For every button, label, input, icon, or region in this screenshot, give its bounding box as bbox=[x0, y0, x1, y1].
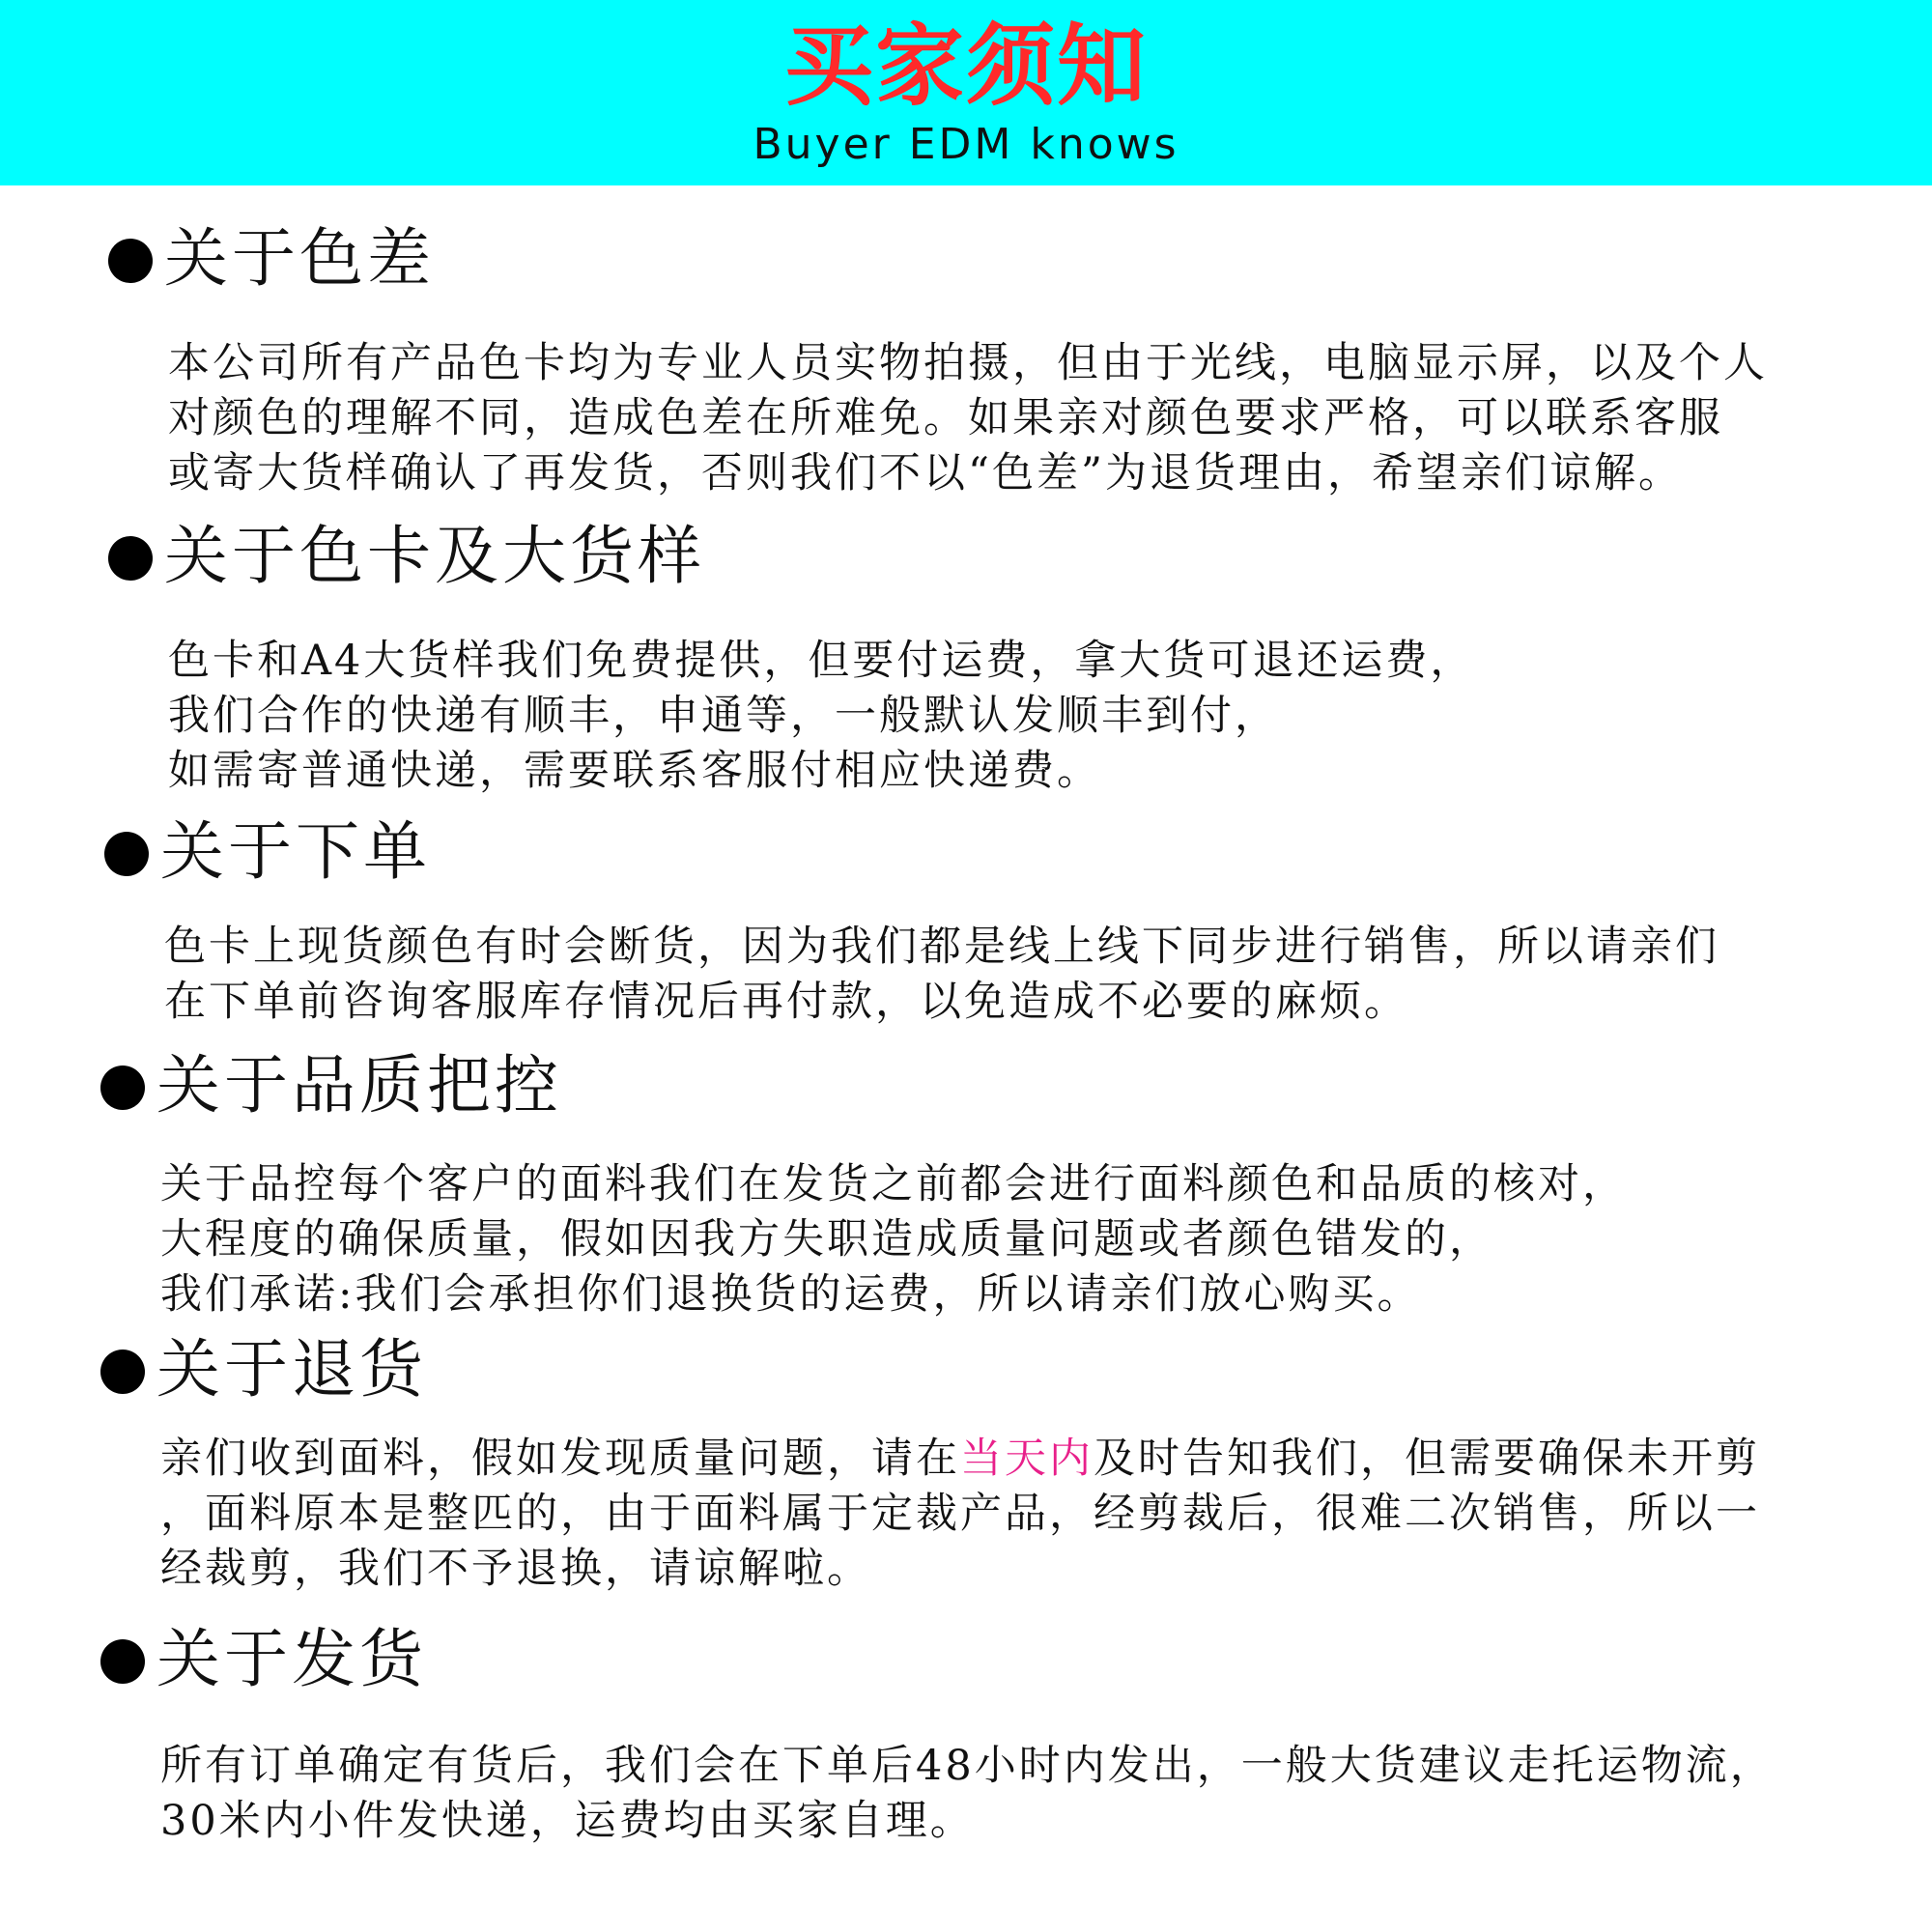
section-body bbox=[160, 1432, 1897, 1597]
bullet-dot-icon bbox=[100, 1639, 145, 1684]
bullet-dot-icon bbox=[108, 239, 153, 283]
section-heading bbox=[108, 218, 1905, 299]
section-shipping bbox=[100, 1619, 1897, 1849]
section-heading-text: 关于退货 bbox=[156, 1332, 427, 1406]
section-heading-text: 关于品质把控 bbox=[156, 1048, 562, 1122]
body-line: 本公司所有产品色卡均为专业人员实物拍摄，但由于光线，电脑显示屏，以及个人 bbox=[168, 339, 1768, 387]
page-subtitle: Buyer EDM knows bbox=[753, 120, 1179, 169]
highlight-text: 当天内 bbox=[960, 1435, 1094, 1483]
section-body bbox=[164, 920, 1901, 1030]
section-heading-text: 关于下单 bbox=[160, 814, 431, 889]
body-line: 色卡上现货颜色有时会断货，因为我们都是线上线下同步进行销售，所以请亲们 bbox=[164, 923, 1719, 971]
section-returns bbox=[100, 1329, 1897, 1597]
body-line: 关于品控每个客户的面料我们在发货之前都会进行面料颜色和品质的核对， bbox=[160, 1160, 1627, 1208]
body-line: 对颜色的理解不同，造成色差在所难免。如果亲对颜色要求严格，可以联系客服 bbox=[168, 394, 1723, 442]
body-line: 所有订单确定有货后，我们会在下单后48小时内发出，一般大货建议走托运物流， bbox=[160, 1742, 1775, 1790]
section-heading-text: 关于发货 bbox=[156, 1622, 427, 1696]
page-title: 买家须知 bbox=[783, 14, 1148, 118]
section-quality-control bbox=[100, 1045, 1897, 1322]
section-heading-text: 关于色卡及大货样 bbox=[164, 519, 705, 593]
body-line: 色卡和A4大货样我们免费提供，但要付运费，拿大货可退还运费， bbox=[168, 637, 1475, 685]
section-body bbox=[160, 1739, 1897, 1849]
section-ordering bbox=[104, 811, 1901, 1030]
body-line: ，面料原本是整匹的，由于面料属于定裁产品，经剪裁后，很难二次销售，所以一 bbox=[160, 1490, 1760, 1538]
section-heading bbox=[108, 516, 1905, 597]
bullet-dot-icon bbox=[100, 1350, 145, 1394]
body-line: 我们合作的快递有顺丰，申通等，一般默认发顺丰到付， bbox=[168, 692, 1279, 740]
section-color-cards-samples bbox=[108, 516, 1905, 799]
section-body bbox=[168, 634, 1905, 799]
section-color-difference bbox=[108, 218, 1905, 501]
body-line: 30米内小件发快递，运费均由买家自理。 bbox=[160, 1797, 975, 1845]
body-text: 亲们收到面料，假如发现质量问题，请在 bbox=[160, 1435, 960, 1483]
section-body bbox=[168, 336, 1905, 501]
body-line: 在下单前咨询客服库存情况后再付款，以免造成不必要的麻烦。 bbox=[164, 978, 1408, 1026]
body-line: 经裁剪，我们不予退换，请谅解啦。 bbox=[160, 1545, 871, 1593]
body-line bbox=[160, 1432, 1897, 1487]
section-heading bbox=[100, 1045, 1897, 1126]
section-heading bbox=[100, 1329, 1897, 1410]
section-heading bbox=[100, 1619, 1897, 1700]
body-text: 及时告知我们，但需要确保未开剪 bbox=[1094, 1435, 1760, 1483]
body-line: 大程度的确保质量，假如因我方失职造成质量问题或者颜色错发的， bbox=[160, 1215, 1493, 1264]
section-body bbox=[160, 1157, 1897, 1322]
body-line: 如需寄普通快递，需要联系客服付相应快递费。 bbox=[168, 747, 1101, 795]
bullet-dot-icon bbox=[108, 536, 153, 581]
section-heading bbox=[104, 811, 1901, 893]
body-line: 我们承诺:我们会承担你们退换货的运费，所以请亲们放心购买。 bbox=[160, 1270, 1422, 1319]
header-banner bbox=[0, 0, 1932, 185]
bullet-dot-icon bbox=[100, 1065, 145, 1110]
section-heading-text: 关于色差 bbox=[164, 221, 435, 296]
body-line: 或寄大货样确认了再发货，否则我们不以“色差”为退货理由，希望亲们谅解。 bbox=[168, 449, 1683, 497]
bullet-dot-icon bbox=[104, 832, 149, 876]
